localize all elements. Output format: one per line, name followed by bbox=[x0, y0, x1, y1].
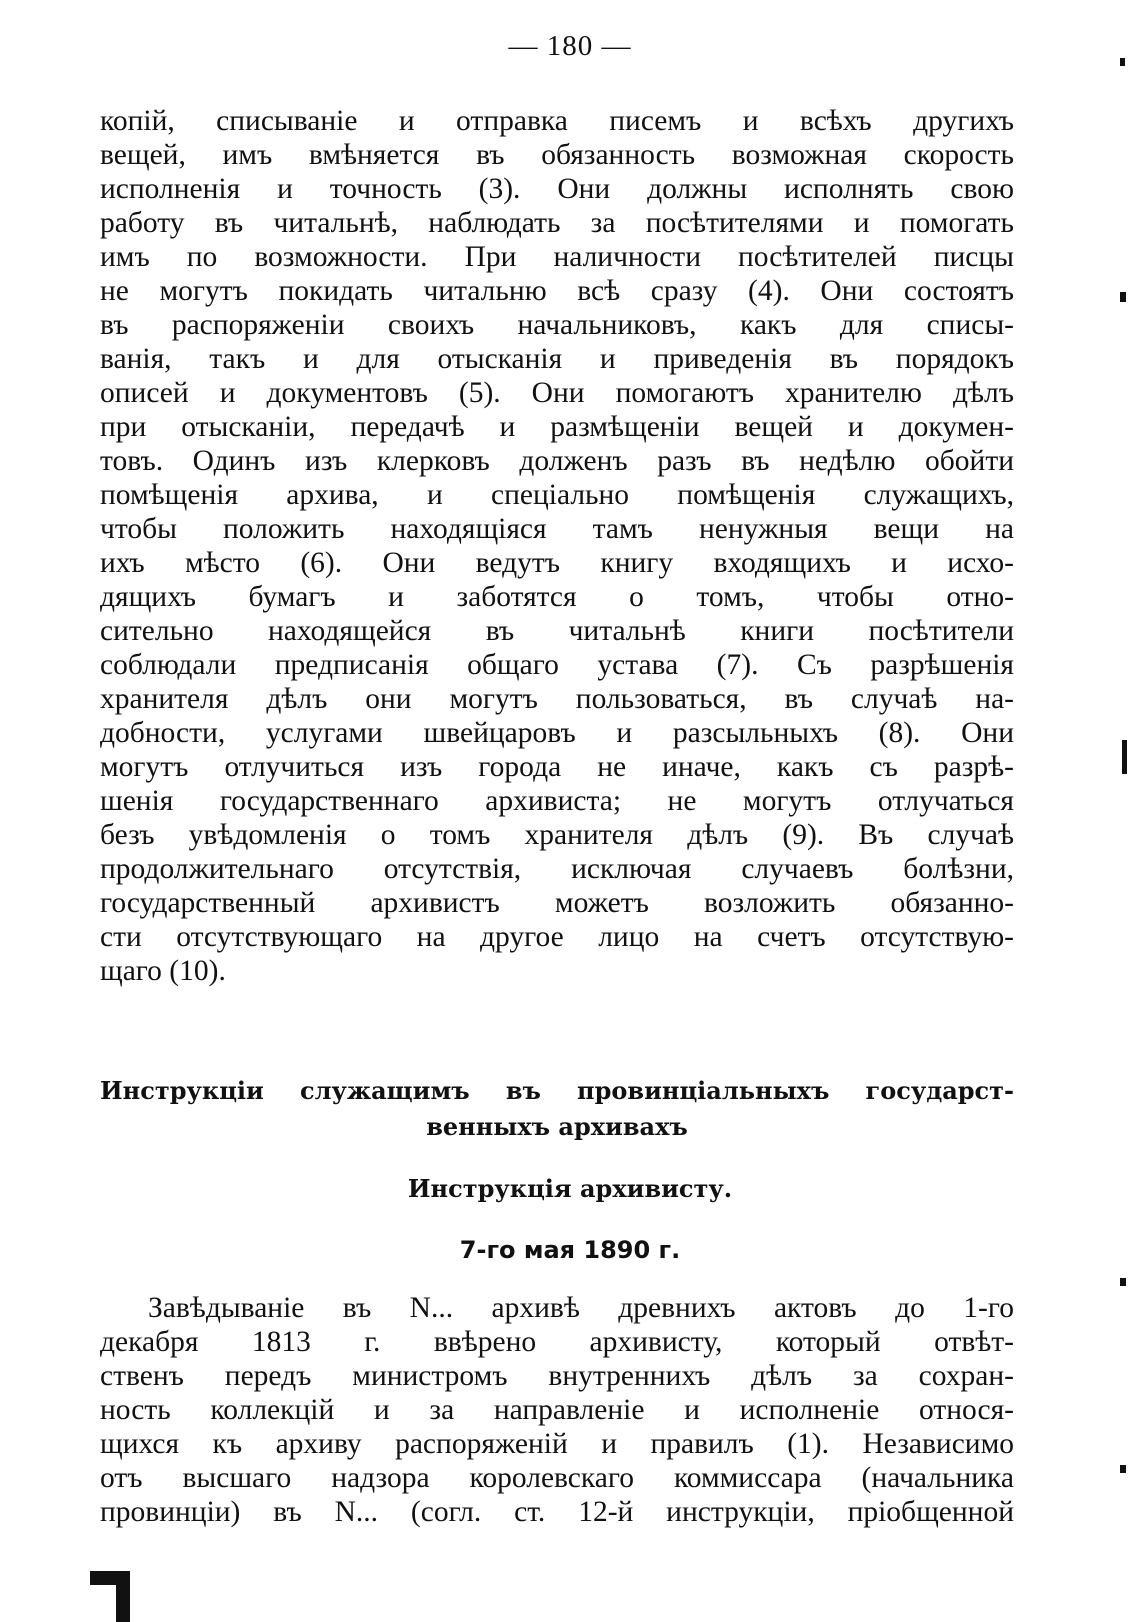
page-number: — 180 — bbox=[508, 30, 632, 62]
corner-mark bbox=[90, 1571, 142, 1622]
text-line: государственный архивистъ можетъ возложить обязанно- bbox=[100, 887, 1014, 919]
text-line: ихъ мѣсто (6). Они ведутъ книгу входящихъ и исхо- bbox=[100, 547, 1014, 579]
text-line: соблюдали предписанія общаго устава (7). Съ разрѣшенія bbox=[100, 649, 1014, 681]
section-heading-line: Инструкціи служащимъ въ провинціальныхъ государст- bbox=[100, 1076, 1014, 1105]
text-line: ванія, такъ и для отысканія и приведенія въ порядокъ bbox=[100, 343, 1014, 375]
date-line: 7-го мая 1890 г. bbox=[459, 1236, 681, 1264]
body-paragraph-2 bbox=[100, 1291, 1014, 1529]
text-line: имъ по возможности. При наличности посѣтителей писцы bbox=[100, 241, 1014, 273]
text-line: отъ высшаго надзора королевскаго коммиссара (начальника bbox=[100, 1462, 1014, 1494]
text-line: ность коллекцій и за направленіе и исполненіе относя- bbox=[100, 1394, 1014, 1426]
text-line: добности, услугами швейцаровъ и разсыльныхъ (8). Они bbox=[100, 717, 1014, 749]
text-line: исполненія и точность (3). Они должны исполнять свою bbox=[100, 173, 1014, 205]
text-line: дящихъ бумагъ и заботятся о томъ, чтобы отно- bbox=[100, 581, 1014, 613]
scan-mark bbox=[1122, 740, 1127, 774]
text-line: работу въ читальнѣ, наблюдать за посѣтителями и помогать bbox=[100, 207, 1014, 239]
text-line: декабря 1813 г. ввѣрено архивисту, который отвѣт- bbox=[100, 1326, 1014, 1358]
scan-mark bbox=[1120, 1465, 1126, 1473]
scan-mark bbox=[1120, 292, 1126, 302]
text-line: хранителя дѣлъ они могутъ пользоваться, въ случаѣ на- bbox=[100, 683, 1014, 715]
text-line: при отысканіи, передачѣ и размѣщеніи вещей и докумен- bbox=[100, 411, 1014, 443]
text-line: ственъ передъ министромъ внутреннихъ дѣлъ за сохран- bbox=[100, 1360, 1014, 1392]
text-line: товъ. Одинъ изъ клерковъ долженъ разъ въ недѣлю обойти bbox=[100, 445, 1014, 477]
text-line: сительно находящейся въ читальнѣ книги посѣтители bbox=[100, 615, 1014, 647]
text-line: не могутъ покидать читальню всѣ сразу (4). Они состоятъ bbox=[100, 275, 1014, 307]
text-line: копій, списываніе и отправка писемъ и всѣхъ другихъ bbox=[100, 105, 1014, 137]
section-heading-line: венныхъ архивахъ bbox=[426, 1112, 688, 1141]
sub-heading: Инструкція архивисту. bbox=[407, 1174, 733, 1203]
body-paragraph-1 bbox=[100, 104, 1014, 988]
text-line: безъ увѣдомленія о томъ хранителя дѣлъ (9). Въ случаѣ bbox=[100, 819, 1014, 851]
section-heading bbox=[100, 1073, 1014, 1145]
text-line: провинціи) въ N... (согл. ст. 12-й инструкціи, пріобщенной bbox=[100, 1496, 1014, 1528]
text-line: продолжительнаго отсутствія, исключая случаевъ болѣзни, bbox=[100, 853, 1014, 885]
text-line: чтобы положить находящіяся тамъ ненужныя вещи на bbox=[100, 513, 1014, 545]
text-line: Завѣдываніе въ N... архивѣ древнихъ актовъ до 1-го bbox=[148, 1292, 1014, 1324]
scan-mark bbox=[1120, 58, 1125, 66]
text-line: въ распоряженіи своихъ начальниковъ, какъ для списы- bbox=[100, 309, 1014, 341]
scan-mark bbox=[1120, 1278, 1126, 1286]
text-line: описей и документовъ (5). Они помогаютъ хранителю дѣлъ bbox=[100, 377, 1014, 409]
text-line: могутъ отлучиться изъ города не иначе, какъ съ разрѣ- bbox=[100, 751, 1014, 783]
text-line: сти отсутствующаго на другое лицо на счетъ отсутствую- bbox=[100, 921, 1014, 953]
text-line: шенія государственнаго архивиста; не могутъ отлучаться bbox=[100, 785, 1014, 817]
text-line: помѣщенія архива, и спеціально помѣщенія служащихъ, bbox=[100, 479, 1014, 511]
text-line: щаго (10). bbox=[100, 955, 226, 987]
text-line: вещей, имъ вмѣняется въ обязанность возможная скорость bbox=[100, 139, 1014, 171]
text-line: щихся къ архиву распоряженій и правилъ (1). Независимо bbox=[100, 1428, 1014, 1460]
